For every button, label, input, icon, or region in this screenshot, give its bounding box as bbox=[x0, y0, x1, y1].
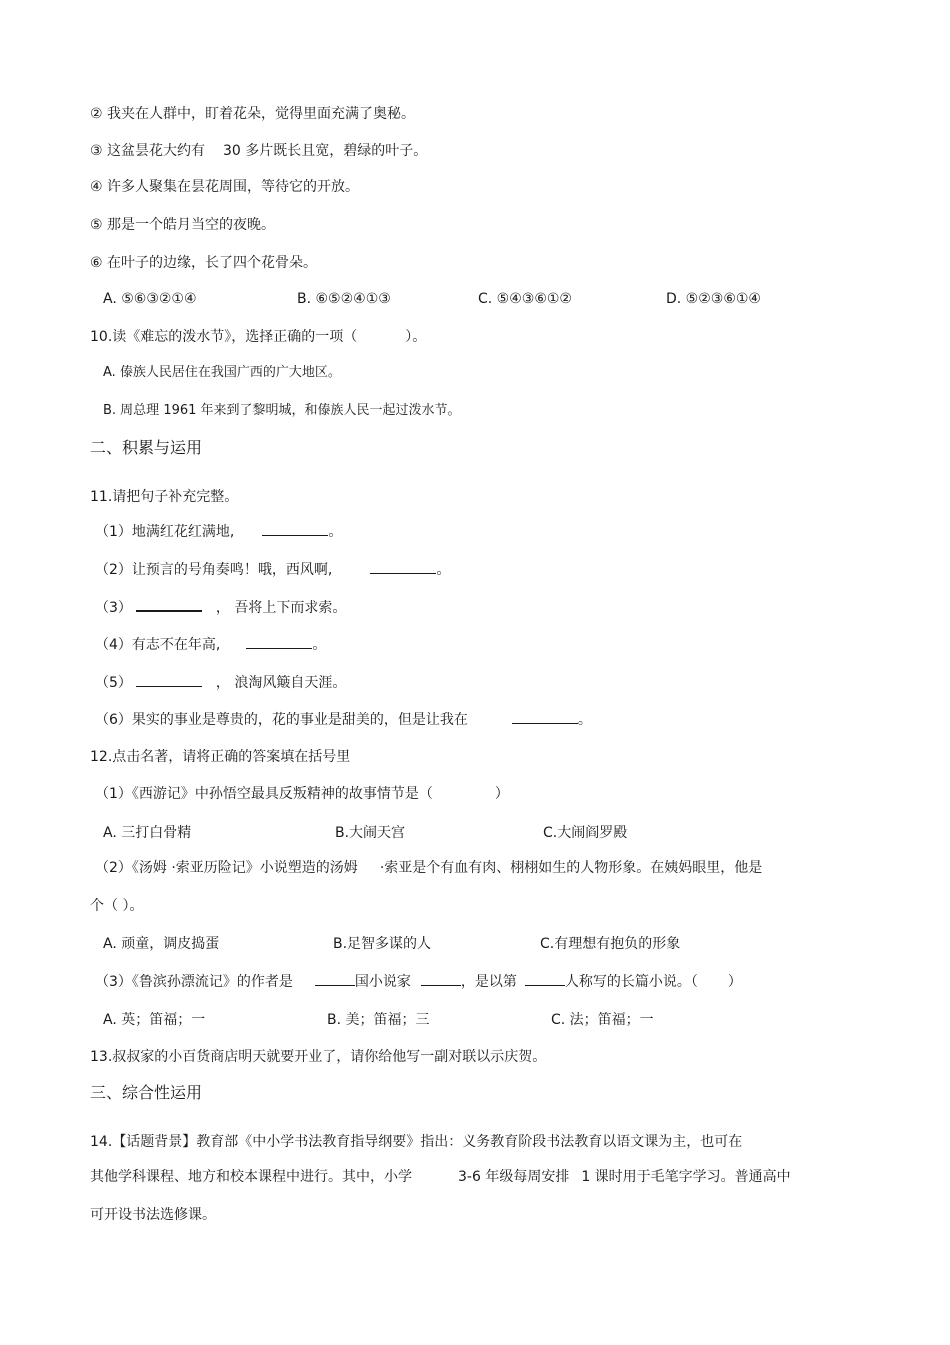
q12-p2-option-b[interactable]: B.足智多谋的人 bbox=[333, 936, 432, 952]
q12-p1-option-c[interactable]: C.大闹阎罗殿 bbox=[543, 825, 628, 841]
q11-item-6 bbox=[95, 709, 592, 730]
q12-part-3-end: ） bbox=[727, 974, 742, 990]
q12-p3-option-b[interactable]: B. 美；笛福；三 bbox=[327, 1012, 430, 1028]
q12-part-2-text-a: （2）《汤姆 ·索亚历险记》小说塑造的汤姆 bbox=[95, 860, 358, 876]
q12-p3-option-c[interactable]: C. 法；笛福；一 bbox=[551, 1012, 654, 1028]
q14-line-3: 可开设书法选修课。 bbox=[90, 1207, 216, 1223]
q12-p2-option-a[interactable]: A. 顽童，调皮捣蛋 bbox=[103, 936, 220, 952]
section-3-heading: 三、综合性运用 bbox=[90, 1083, 203, 1102]
q12-p3-option-a[interactable]: A. 英；笛福；一 bbox=[103, 1012, 206, 1028]
q9-option-d[interactable]: D. ⑤②③⑥①④ bbox=[666, 291, 761, 307]
q10-stem bbox=[90, 327, 426, 347]
q11-item-1-period: 。 bbox=[328, 524, 343, 540]
q12-p1-option-b[interactable]: B.大闹天宫 bbox=[335, 825, 406, 841]
q11-blank-3[interactable] bbox=[136, 596, 202, 612]
sentence-5: ⑤ 那是一个皓月当空的夜晚。 bbox=[90, 217, 276, 233]
q13-stem: 13.叔叔家的小百货商店明天就要开业了，请你给他写一副对联以示庆贺。 bbox=[90, 1049, 547, 1065]
q11-blank-2[interactable] bbox=[370, 559, 436, 574]
q9-option-a[interactable]: A. ⑤⑥③②①④ bbox=[103, 291, 197, 307]
q12-stem: 12.点击名著，请将正确的答案填在括号里 bbox=[90, 749, 351, 765]
q11-blank-6[interactable] bbox=[512, 709, 578, 724]
q10-stem-end: ）。 bbox=[405, 329, 427, 345]
q12-p3-blank-1[interactable] bbox=[315, 971, 355, 986]
q10-option-b[interactable]: B. 周总理 1961 年来到了黎明城，和傣族人民一起过泼水节。 bbox=[103, 403, 461, 418]
q12-part-2-text-b: ·索亚是个有血有肉、栩栩如生的人物形象。在姨妈眼里，他是 bbox=[379, 860, 763, 876]
q12-p2-option-c[interactable]: C.有理想有抱负的形象 bbox=[540, 936, 681, 952]
q12-part-2 bbox=[95, 858, 762, 878]
q12-part-1-text: （1）《西游记》中孙悟空最具反叛精神的故事情节是（ bbox=[95, 786, 433, 802]
sentence-3-part-a: ③ 这盆昙花大约有 bbox=[90, 143, 206, 159]
q12-p3-blank-3[interactable] bbox=[525, 971, 565, 986]
q11-item-4-text: （4）有志不在年高, bbox=[95, 637, 221, 653]
q11-item-2-period: 。 bbox=[436, 562, 451, 578]
q11-item-5-label: （5） bbox=[95, 675, 132, 691]
q12-part-2-cont: 个（ ）。 bbox=[90, 898, 144, 914]
q11-blank-4[interactable] bbox=[246, 634, 312, 649]
q14-line-2-b: 3-6 年级每周安排 bbox=[458, 1169, 570, 1185]
sentence-4: ④ 许多人聚集在昙花周围，等待它的开放。 bbox=[90, 179, 359, 195]
q11-item-2 bbox=[95, 559, 450, 580]
q11-item-3 bbox=[95, 596, 346, 618]
q12-part-3-text-d: 人称写的长篇小说。（ bbox=[564, 974, 698, 990]
q12-part-1-end: ） bbox=[494, 786, 509, 802]
q11-stem: 11.请把句子补充完整。 bbox=[90, 489, 239, 505]
q12-part-3-text-a: （3）《鲁滨孙漂流记》的作者是 bbox=[95, 974, 293, 990]
q14-line-1: 14.【话题背景】教育部《中小学书法教育指导纲要》指出：义务教育阶段书法教育以语文课为主，也可在 bbox=[90, 1134, 743, 1150]
q14-line-2-c: 1 课时用于毛笔字学习。普通高中 bbox=[581, 1169, 791, 1185]
q11-item-3-label: （3） bbox=[95, 600, 132, 616]
q11-item-2-text: （2）让预言的号角奏鸣！哦，西风啊, bbox=[95, 562, 333, 578]
q14-line-2 bbox=[90, 1167, 791, 1187]
q12-part-3 bbox=[95, 971, 742, 992]
sentence-3-part-b: 30 多片既长且宽，碧绿的叶子。 bbox=[223, 143, 428, 159]
q12-part-1 bbox=[95, 784, 509, 804]
q12-p1-option-a[interactable]: A. 三打白骨精 bbox=[103, 825, 192, 841]
q14-line-2-a: 其他学科课程、地方和校本课程中进行。其中，小学 bbox=[90, 1169, 412, 1185]
q11-item-3-text: ， 吾将上下而求索。 bbox=[215, 600, 347, 616]
q9-option-c[interactable]: C. ⑤④③⑥①② bbox=[478, 291, 572, 307]
sentence-3 bbox=[90, 141, 427, 161]
q10-stem-text: 10.读《难忘的泼水节》，选择正确的一项（ bbox=[90, 329, 358, 345]
section-2-heading: 二、积累与运用 bbox=[90, 438, 203, 457]
q11-blank-1[interactable] bbox=[262, 521, 328, 536]
sentence-2: ② 我夹在人群中，盯着花朵，觉得里面充满了奥秘。 bbox=[90, 106, 415, 122]
q10-option-a[interactable]: A. 傣族人民居住在我国广西的广大地区。 bbox=[103, 365, 341, 380]
q11-item-1-text: （1）地满红花红满地, bbox=[95, 524, 235, 540]
q11-item-5-text: ， 浪淘风簸自天涯。 bbox=[215, 675, 347, 691]
q11-item-6-period: 。 bbox=[577, 712, 592, 728]
q11-item-6-text: （6）果实的事业是尊贵的，花的事业是甜美的，但是让我在 bbox=[95, 712, 468, 728]
q12-part-3-text-c: ，是以第 bbox=[460, 974, 517, 990]
q11-item-4-period: 。 bbox=[312, 637, 327, 653]
q12-part-3-text-b: 国小说家 bbox=[354, 974, 411, 990]
q11-item-4 bbox=[95, 634, 326, 655]
q11-item-1 bbox=[95, 521, 342, 542]
q12-p3-blank-2[interactable] bbox=[421, 971, 461, 986]
sentence-6: ⑥ 在叶子的边缘，长了四个花骨朵。 bbox=[90, 255, 318, 271]
q11-blank-5[interactable] bbox=[136, 672, 202, 687]
q9-option-b[interactable]: B. ⑥⑤②④①③ bbox=[297, 291, 391, 307]
q11-item-5 bbox=[95, 672, 346, 693]
